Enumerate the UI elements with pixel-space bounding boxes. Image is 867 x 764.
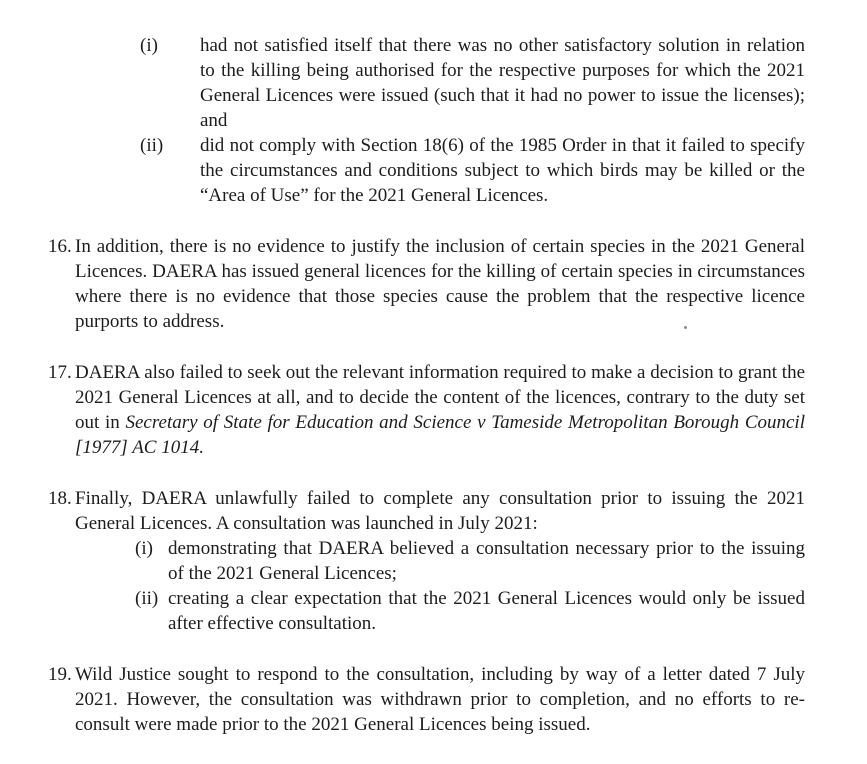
sublist-roman-paragraph-18 (0, 536, 867, 636)
list-item-text: demonstrating that DAERA believed a consultation necessary prior to the issuing of the 2021 General Licences; (168, 538, 805, 584)
paragraph-number: 18. (48, 488, 72, 509)
paragraph-text: Wild Justice sought to respond to the consultation, including by way of a letter dated 7 July 2021. However, the consultation was withdrawn prior to completion, and no efforts to re-consult were made prior to the 2021 General Licences being issued. (75, 664, 805, 735)
list-item-marker: (i) (140, 35, 158, 56)
case-citation-italic: Secretary of State for Education and Science v Tameside Metropolitan Borough Council [1977] AC 1014. (75, 412, 805, 458)
list-item-i (0, 33, 867, 133)
list-item-text: did not comply with Section 18(6) of the 1985 Order in that it failed to specify the circumstances and conditions subject to which birds may be killed or the “Area of Use” for the 2021 General Licences. (200, 135, 805, 206)
list-item-marker: (i) (135, 538, 153, 559)
paragraph-number: 16. (48, 236, 72, 257)
list-item-marker: (ii) (135, 588, 159, 609)
list-item-text: creating a clear expectation that the 2021 General Licences would only be issued after effective consultation. (168, 588, 805, 634)
paragraph-19 (0, 662, 867, 737)
paragraph-text: In addition, there is no evidence to justify the inclusion of certain species in the 2021 General Licences. DAERA has issued general licences for the killing of certain species in circumstances where there is no evidence that those species cause the problem that the respective licence purports to address. (75, 236, 805, 332)
paragraph-18 (0, 486, 867, 536)
scan-artifact-dot (684, 326, 687, 329)
list-item-ii (0, 586, 867, 636)
list-item-i (0, 536, 867, 586)
list-item-ii (0, 133, 867, 208)
list-item-text: had not satisfied itself that there was no other satisfactory solution in relation to the killing being authorised for the respective purposes for which the 2021 General Licences were issued (such that it had no power to issue the licenses); and (200, 35, 805, 131)
paragraph-17 (0, 360, 867, 460)
sublist-roman-top (0, 33, 867, 208)
list-item-marker: (ii) (140, 135, 164, 156)
paragraph-number: 17. (48, 362, 72, 383)
paragraph-text (75, 360, 805, 460)
paragraph-text: Finally, DAERA unlawfully failed to complete any consultation prior to issuing the 2021 General Licences. A consultation was launched in July 2021: (75, 488, 805, 534)
paragraph-number: 19. (48, 664, 72, 685)
paragraph-16 (0, 234, 867, 334)
paragraph-text-plain: DAERA also failed to seek out the relevant information required to make a decision to grant the 2021 General Licences at all, and to decide the content of the licences, contrary to the duty set out in (75, 362, 805, 433)
